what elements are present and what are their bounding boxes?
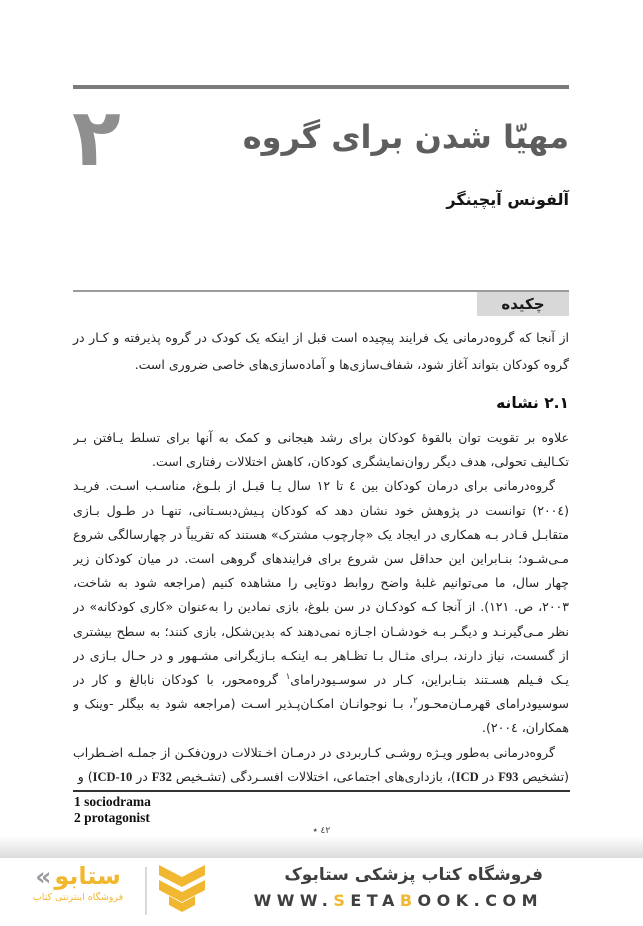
url-segment: WWW. bbox=[253, 891, 334, 910]
text-segment: ، بـا نوجوانـان امکـان‌پـذیر اسـت (مراجعه شود به بیگلر -وینک و همکاران، ٢٠٠٤). bbox=[73, 696, 569, 736]
paragraph-1: علاوه بر تقویت توان بالقوهٔ کودکان برای رشد هیجانی و کمک به آنها برای تسلط یـافتن بـر تکـالیف تحولی، هدف دیگر روان‌نمایشگری کودکان، کاهش اختلالات رفتاری است. bbox=[73, 430, 569, 470]
icd-label: ICD bbox=[455, 769, 479, 784]
text-segment: گروه‌محور، با کودکان نابالغ و کار در سوسیودرامای قهرمـان‌محـور bbox=[73, 672, 569, 712]
body-text-block bbox=[73, 426, 569, 790]
logo-kaf-mark: « bbox=[35, 861, 52, 891]
url-segment-accent: B bbox=[399, 891, 418, 910]
abstract-text: از آنجا که گروه‌درمانی یک فرایند پیچیده است قبل از اینکه یک کودک در گروه پذیرفته و کـار در گروه کودکان بتواند آغاز شود، شفاف‌سازی‌ها و آماده‌سازی‌های خاصی ضروری است. bbox=[73, 330, 569, 372]
icd10-label: ICD-10 bbox=[92, 769, 133, 784]
text-segment: ) و bbox=[77, 768, 93, 784]
chapter-title: مهیّا شدن برای گروه bbox=[242, 118, 569, 156]
footnote-divider bbox=[73, 790, 570, 792]
url-segment: ETA bbox=[350, 891, 400, 910]
icd-code-f93: F93 bbox=[498, 769, 519, 784]
text-segment: گروه‌درمانی برای درمان کودکان بین ٤ تا ١٢ سال یـا قبـل از بلـوغ، مناسـب اسـت. فریـد (٢٠٠٤) توانست در پژوهش خود نشان دهد که کودکان پـیش‌دبسـتانی، تنهـا در طـول بـازی متقابـل قـادر بـه همکاری در ایجاد یک «چارچوب مشترک» هستند که تقریباً در چهارسالگی شروع مـی‌شـود؛ بنـابراین این حداقل سن شروع برای فرایندهای گروهی است. در میان کودکان زیر چهار سال، ما می‌توانیم غلبهٔ واضح روابط دوتایی را مشاهده کنیم (مراجعه شود به شاخت، ٢٠٠٣، ص. ١٢١). از آنجا کـه کودکـان در سن بلوغ، بازی نمادین را به‌عنوان «کاری کودکانه» در نظر مـی‌گیرنـد و دیگـر بـه خودشـان اجـازه نمی‌دهند که بدین‌شکل، بازی کنند؛ به سطح بیشتری از گسست، نیاز دارند، بـرای مثـال بـا تظـاهر بـه اینکـه بـازیگرانی مشـهور و در حـال بـازی در یـک فـیلم هسـتند بنـابراین، کـار در سوسـیودرامای bbox=[73, 478, 569, 688]
footnote-2: 2 protagonist bbox=[74, 809, 150, 825]
chapter-top-rule bbox=[73, 85, 569, 89]
paragraph-2 bbox=[73, 474, 569, 740]
chapter-number: ٢ bbox=[72, 91, 121, 184]
setabook-wordmark bbox=[22, 862, 134, 891]
logo-divider bbox=[145, 867, 147, 915]
url-segment: OOK.COM bbox=[417, 891, 543, 910]
text-segment: در bbox=[478, 768, 499, 784]
logo-tagline: فروشگاه اینترنتی کتاب bbox=[32, 891, 124, 903]
footnote-ref-1: ١ bbox=[285, 671, 291, 682]
logo-wordmark-text: ستابو bbox=[54, 862, 121, 890]
page-number: ٤٢ ٭ bbox=[312, 826, 331, 836]
abstract-heading-label: چکیده bbox=[477, 292, 569, 316]
abstract-header bbox=[73, 290, 569, 316]
footnotes-block bbox=[74, 794, 151, 825]
store-url bbox=[254, 891, 543, 910]
footnote-1: 1 sociodrama bbox=[74, 794, 151, 809]
store-title: فروشگاه کتاب پزشکی ستابوک bbox=[284, 865, 543, 885]
setabook-footer bbox=[0, 858, 643, 926]
setabook-chevron-logo-icon bbox=[157, 865, 207, 923]
setabook-logo bbox=[22, 862, 134, 903]
footer-store-info bbox=[254, 865, 543, 910]
text-segment: گروه‌درمانی به‌طور ویـژه روشـی کـاربردی در درمـان اخـتلالات درون‌فکـن از جملـه اضـطراب (تشخیص bbox=[73, 744, 569, 784]
url-segment-accent: S bbox=[333, 891, 351, 910]
scan-bottom-shadow bbox=[0, 836, 643, 858]
text-segment: )، بازداری‌های اجتماعی، اختلالات افسـردگی (تشـخیص bbox=[171, 768, 456, 784]
icd-code-f32: F32 bbox=[151, 769, 172, 784]
footnote-ref-2: ٢ bbox=[413, 696, 418, 707]
text-segment: در bbox=[132, 768, 152, 784]
author-name: آلفونس آیچینگر bbox=[446, 190, 569, 209]
section-heading: ٢.١ نشانه bbox=[496, 394, 569, 412]
paragraph-3 bbox=[73, 741, 569, 789]
